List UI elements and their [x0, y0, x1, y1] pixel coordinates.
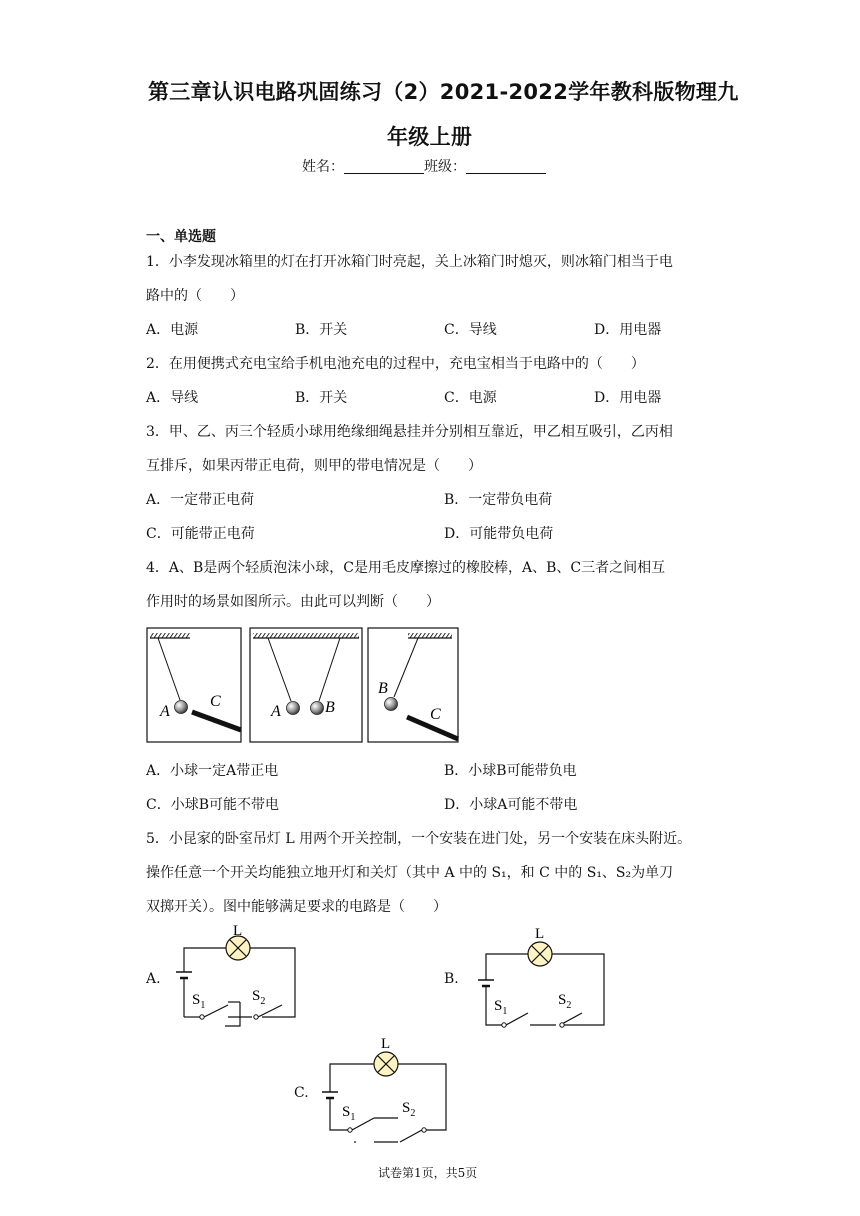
circuit-b-label: B.	[444, 971, 459, 987]
question-3-line-1: 3．甲、乙、丙三个轻质小球用绝缘细绳悬挂并分别相互靠近，甲乙相互吸引，乙丙相	[146, 424, 673, 440]
label-b: B	[325, 699, 335, 716]
rod-c	[192, 712, 241, 730]
question-2-option-c: C．电源	[444, 390, 497, 406]
question-1-option-a: A．电源	[146, 322, 199, 338]
question-2-line-1: 2．在用便携式充电宝给手机电池充电的过程中，充电宝相当于电路中的（ ）	[146, 356, 645, 372]
question-4-option-b: B．小球B可能带负电	[444, 763, 577, 779]
question-5-line-2: 操作任意一个开关均能独立地开灯和关灯（其中 A 中的 S₁，和 C 中的 S₁、S₂为单刀	[146, 865, 674, 881]
question-3-line-2: 互排斥，如果丙带正电荷，则甲的带电情况是（ ）	[146, 458, 482, 474]
question-4-option-a: A．小球一定A带正电	[146, 763, 279, 779]
circuit-b	[472, 922, 612, 1032]
question-3-option-a: A．一定带正电荷	[146, 492, 255, 508]
name-label: 姓名：	[302, 159, 344, 175]
s2-label: $S_2$	[402, 1100, 416, 1119]
lamp-label: L	[233, 923, 243, 939]
question-3-option-c: C．可能带正电荷	[146, 526, 255, 542]
question-2-option-b: B．开关	[295, 390, 348, 406]
circuit-c	[316, 1032, 456, 1144]
question-2-option-d: D．用电器	[594, 390, 662, 406]
question-1-line-1: 1．小李发现冰箱里的灯在打开冰箱门时亮起，关上冰箱门时熄灭，则冰箱门相当于电	[146, 254, 673, 270]
s2-label: $S_2$	[558, 992, 572, 1011]
label-b-2: B	[378, 680, 388, 697]
class-blank	[466, 159, 546, 174]
page-footer: 试卷第1页，共5页	[378, 1166, 478, 1180]
s1-label: $S_1$	[192, 992, 206, 1011]
question-1-option-d: D．用电器	[594, 322, 662, 338]
question-2-option-a: A．导线	[146, 390, 199, 406]
question-3-option-d: D．可能带负电荷	[444, 526, 554, 542]
section-title: 一、单选题	[146, 229, 216, 245]
question-4-option-d: D．小球A可能不带电	[444, 797, 578, 813]
question-1-option-b: B．开关	[295, 322, 348, 338]
label-a: A	[160, 703, 170, 720]
s1-label: $S_1$	[494, 998, 508, 1017]
question-5-line-1: 5．小昆家的卧室吊灯 L 用两个开关控制，一个安装在进门处，另一个安装在床头附近。	[146, 831, 692, 847]
student-info	[302, 158, 546, 176]
sphere-a	[175, 701, 188, 714]
question-1-option-c: C．导线	[444, 322, 497, 338]
label-c: C	[210, 693, 221, 710]
figure-panel-2	[250, 628, 362, 742]
question-4-option-c: C．小球B可能不带电	[146, 797, 279, 813]
label-c-2: C	[430, 706, 441, 723]
page-title-line2: 年级上册	[387, 125, 473, 149]
label-a-2: A	[271, 703, 281, 720]
sphere-b-2	[385, 698, 398, 711]
class-label: 班级：	[424, 159, 466, 175]
question-3-option-b: B．一定带负电荷	[444, 492, 553, 508]
lamp-label: L	[381, 1036, 391, 1052]
question-5-line-3: 双掷开关）。图中能够满足要求的电路是（ ）	[146, 899, 447, 915]
lamp-label: L	[535, 926, 545, 942]
name-blank	[344, 159, 424, 174]
figure-panel-3	[368, 628, 458, 742]
circuit-c-label: C.	[294, 1085, 309, 1101]
question-4-line-1: 4．A、B是两个轻质泡沫小球，C是用毛皮摩擦过的橡胶棒，A、B、C三者之间相互	[146, 560, 666, 576]
figure-panel-1	[147, 628, 241, 742]
question-4-line-2: 作用时的场景如图所示。由此可以判断（ ）	[146, 594, 440, 610]
page-title-line1: 第三章认识电路巩固练习（2）2021-2022学年教科版物理九	[148, 80, 739, 104]
circuit-a-label: A.	[146, 971, 161, 987]
charged-spheres-figure	[146, 626, 462, 746]
sphere-a-2	[287, 702, 300, 715]
circuit-a	[170, 922, 310, 1032]
s1-label: $S_1$	[342, 1104, 356, 1123]
s2-label: $S_2$	[252, 988, 266, 1007]
question-1-line-2: 路中的（ ）	[146, 288, 244, 304]
sphere-b	[311, 702, 324, 715]
